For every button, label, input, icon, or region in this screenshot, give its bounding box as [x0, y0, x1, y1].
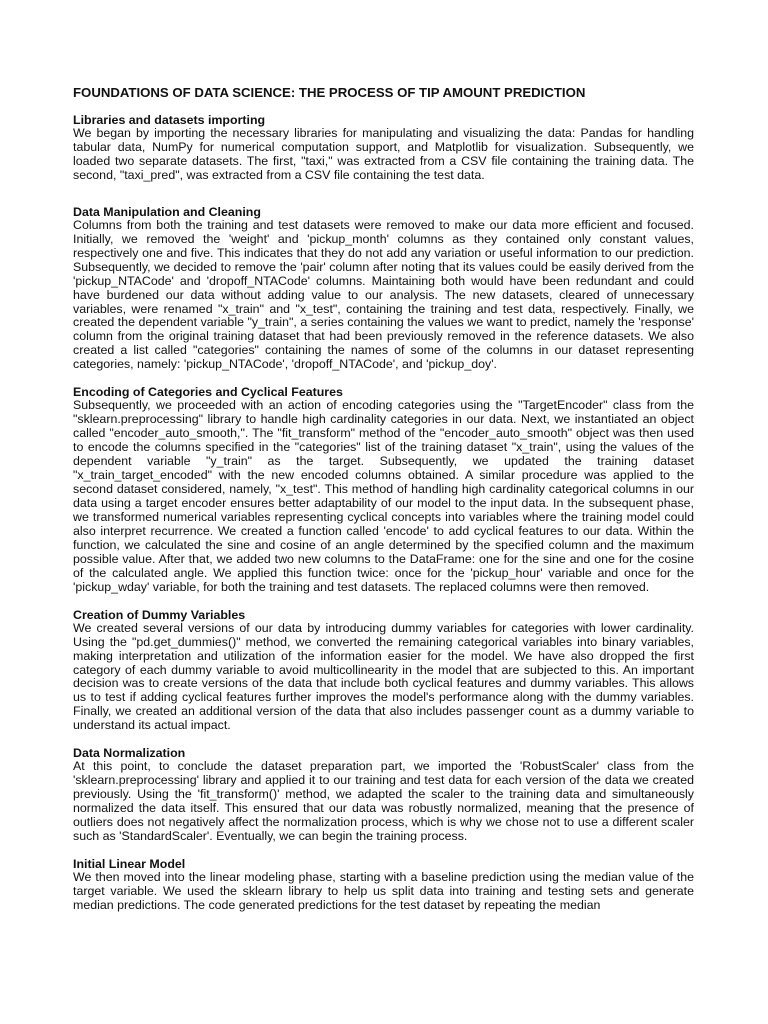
section-paragraph: Columns from both the training and test datasets were removed to make our data more efficient and focused. Initially, we removed the 'weight' and 'pickup_month' columns as they contained only constant values, respectively one and five. This indicates that they do not add any variation or useful information to our prediction. Subsequently, we decided to remove the 'pair' column after noting that its values could be easily derived from the 'pickup_NTACode' and 'dropoff_NTACode' columns. Maintaining both would have been redundant and could have burdened our data without adding value to our analysis. The new datasets, cleared of unnecessary variables, were renamed "x_train" and "x_test", containing the training and test data, respectively. Finally, we created the dependent variable "y_train", a series containing the values we want to predict, namely the 'response' column from the original training dataset that had been previously removed in the reference datasets. We also created a list called "categories" containing the names of some of the columns in our dataset representing categories, namely: 'pickup_NTACode', 'dropoff_NTACode', and 'pickup_doy'.: [73, 217, 694, 372]
section-heading: Initial Linear Model: [73, 856, 186, 871]
section-heading: Libraries and datasets importing: [73, 113, 266, 127]
section-paragraph: At this point, to conclude the dataset preparation part, we imported the 'RobustScaler' class from the 'sklearn.preprocessing' library and applied it to our training and test data for each version of the data we created previously. Using the 'fit_transform()' method, we adapted the scaler to the training data and simultaneously normalized the data itself. This ensured that our data was robustly normalized, meaning that the presence of outliers does not negatively affect the normalization process, which is why we chose not to use a different scaler such as 'StandardScaler'. Eventually, we can begin the training process.: [73, 759, 694, 844]
section-heading: Data Manipulation and Cleaning: [73, 204, 261, 219]
section-linear-model: [73, 857, 694, 913]
document-page: [73, 84, 694, 1024]
section-heading: Data Normalization: [73, 746, 186, 761]
section-dummy-variables: [73, 608, 694, 734]
section-paragraph: We began by importing the necessary libraries for manipulating and visualizing the data: Pandas for handling tabular data, NumPy for numerical computation support, and Matplotlib for visualization. Subsequently, we loaded two separate datasets. The first, "taxi," was extracted from a CSV file containing the training data. The second, "taxi_pred", was extracted from a CSV file containing the test data.: [73, 126, 694, 182]
section-paragraph: Subsequently, we proceeded with an action of encoding categories using the "TargetEncoder" class from the "sklearn.preprocessing" library to handle high cardinality categories in our data. Next, we instantiated an object called "encoder_auto_smooth,". The "fit_transform" method of the "encoder_auto_smooth" object was then used to encode the columns specified in the "categories" list of the training dataset "x_train", using the values of the dependent variable "y_train" as the target. Subsequently, we updated the training dataset "x_train_target_encoded" with the new encoded columns obtained. A similar procedure was applied to the second dataset considered, namely, "x_test". This method of handling high cardinality categorical columns in our data using a target encoder ensures better adaptability of our model to the input data. In the subsequent phase, we transformed numerical variables representing cyclical concepts into variables where the training model could also interpret recurrence. We created a function called 'encode' to add cyclical features to our data. Within the function, we calculated the sine and cosine of an angle determined by the specified column and the maximum possible value. After that, we added two new columns to the DataFrame: one for the sine and one for the cosine of the calculated angle. We applied this function twice: once for the 'pickup_hour' variable and once for the 'pickup_wday' variable, for both the training and test datasets. The replaced columns were then removed.: [73, 398, 694, 594]
section-paragraph: We created several versions of our data by introducing dummy variables for categories with lower cardinality. Using the "pd.get_dummies()" method, we converted the remaining categorical variables into binary variables, making interpretation and utilization of the information easier for the model. We have also dropped the first category of each dummy variable to avoid multicollinearity in the model that are subjected to this. An important decision was to create versions of the data that include both cyclical features and dummy variables. This allows us to test if adding cyclical features further improves the model's performance along with the dummy variables. Finally, we created an additional version of the data that also includes passenger count as a dummy variable to understand its actual impact.: [73, 620, 694, 733]
section-normalization: [73, 746, 694, 844]
document-title: FOUNDATIONS OF DATA SCIENCE: THE PROCESS OF TIP AMOUNT PREDICTION: [73, 85, 586, 100]
section-data-manipulation: [73, 205, 694, 372]
section-libraries: [73, 113, 694, 183]
section-encoding: [73, 385, 694, 594]
section-heading: Encoding of Categories and Cyclical Features: [73, 385, 343, 400]
section-paragraph: We then moved into the linear modeling phase, starting with a baseline prediction using the median value of the target variable. We used the sklearn library to help us split data into training and testing sets and generate median predictions. The code generated predictions for the test dataset by repeating the median: [73, 869, 694, 912]
section-heading: Creation of Dummy Variables: [73, 607, 246, 622]
